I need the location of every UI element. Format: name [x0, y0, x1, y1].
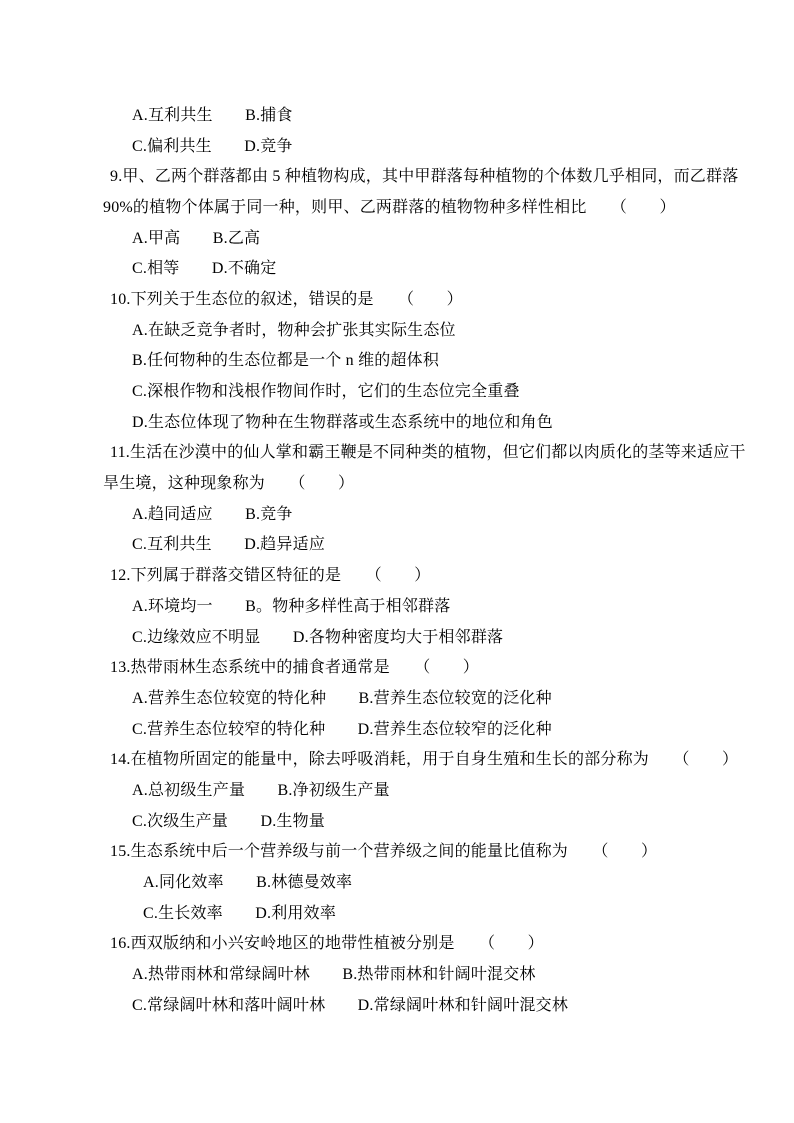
q13-option-row-cd: C.营养生态位较窄的特化种 D.营养生态位较窄的泛化种: [132, 720, 552, 738]
q15-option-row-ab: A.同化效率 B.林德曼效率: [143, 874, 353, 892]
q10-option-c: C.深根作物和浅根作物间作时，它们的生态位完全重叠: [132, 383, 520, 401]
q10-option-b: B.任何物种的生态位都是一个 n 维的超体积: [132, 352, 440, 370]
q9-stem-line-2: 90%的植物个体属于同一种，则甲、乙两群落的植物物种多样性相比 （ ）: [103, 198, 676, 216]
q14-option-row-cd: C.次级生产量 D.生物量: [132, 812, 326, 830]
q12-option-row-ab: A.环境均一 B。物种多样性高于相邻群落: [132, 597, 451, 615]
q11-option-row-cd: C.互利共生 D.趋异适应: [132, 536, 326, 554]
q9-stem-line-1: 9.甲、乙两个群落都由 5 种植物构成，其中甲群落每种植物的个体数几乎相同，而乙群落: [110, 168, 739, 186]
q8-option-row-ab: A.互利共生 B.捕食: [132, 106, 293, 124]
q15-stem: 15.生态系统中后一个营养级与前一个营养级之间的能量比值称为 （ ）: [110, 843, 658, 861]
q13-option-row-ab: A.营养生态位较宽的特化种 B.营养生态位较宽的泛化种: [132, 689, 552, 707]
q15-option-row-cd: C.生长效率 D.利用效率: [143, 904, 337, 922]
q10-option-d: D.生态位体现了物种在生物群落或生态系统中的地位和角色: [132, 413, 553, 431]
q12-stem: 12.下列属于群落交错区特征的是 （ ）: [110, 567, 431, 585]
q11-stem-line-2: 旱生境，这种现象称为 （ ）: [103, 475, 355, 493]
q16-option-row-cd: C.常绿阔叶林和落叶阔叶林 D.常绿阔叶林和针阔叶混交林: [132, 996, 569, 1014]
exam-question-list: [0, 98, 794, 1019]
q9-option-row-cd: C.相等 D.不确定: [132, 260, 277, 278]
q9-option-row-ab: A.甲高 B.乙高: [132, 229, 261, 247]
q11-stem-line-1: 11.生活在沙漠中的仙人掌和霸王鞭是不同种类的植物，但它们都以肉质化的茎等来适应干: [110, 444, 746, 462]
q13-stem: 13.热带雨林生态系统中的捕食者通常是 （ ）: [110, 659, 480, 677]
q14-option-row-ab: A.总初级生产量 B.净初级生产量: [132, 781, 390, 799]
q16-option-row-ab: A.热带雨林和常绿阔叶林 B.热带雨林和针阔叶混交林: [132, 966, 536, 984]
q14-stem: 14.在植物所固定的能量中，除去呼吸消耗，用于自身生殖和生长的部分称为 （ ）: [110, 751, 739, 769]
q11-option-row-ab: A.趋同适应 B.竞争: [132, 505, 293, 523]
q8-option-row-cd: C.偏利共生 D.竞争: [132, 137, 293, 155]
q10-option-a: A.在缺乏竞争者时，物种会扩张其实际生态位: [132, 321, 456, 339]
q12-option-row-cd: C.边缘效应不明显 D.各物种密度均大于相邻群落: [132, 628, 504, 646]
q10-stem: 10.下列关于生态位的叙述，错误的是 （ ）: [110, 290, 463, 308]
q16-stem: 16.西双版纳和小兴安岭地区的地带性植被分别是 （ ）: [110, 935, 544, 953]
